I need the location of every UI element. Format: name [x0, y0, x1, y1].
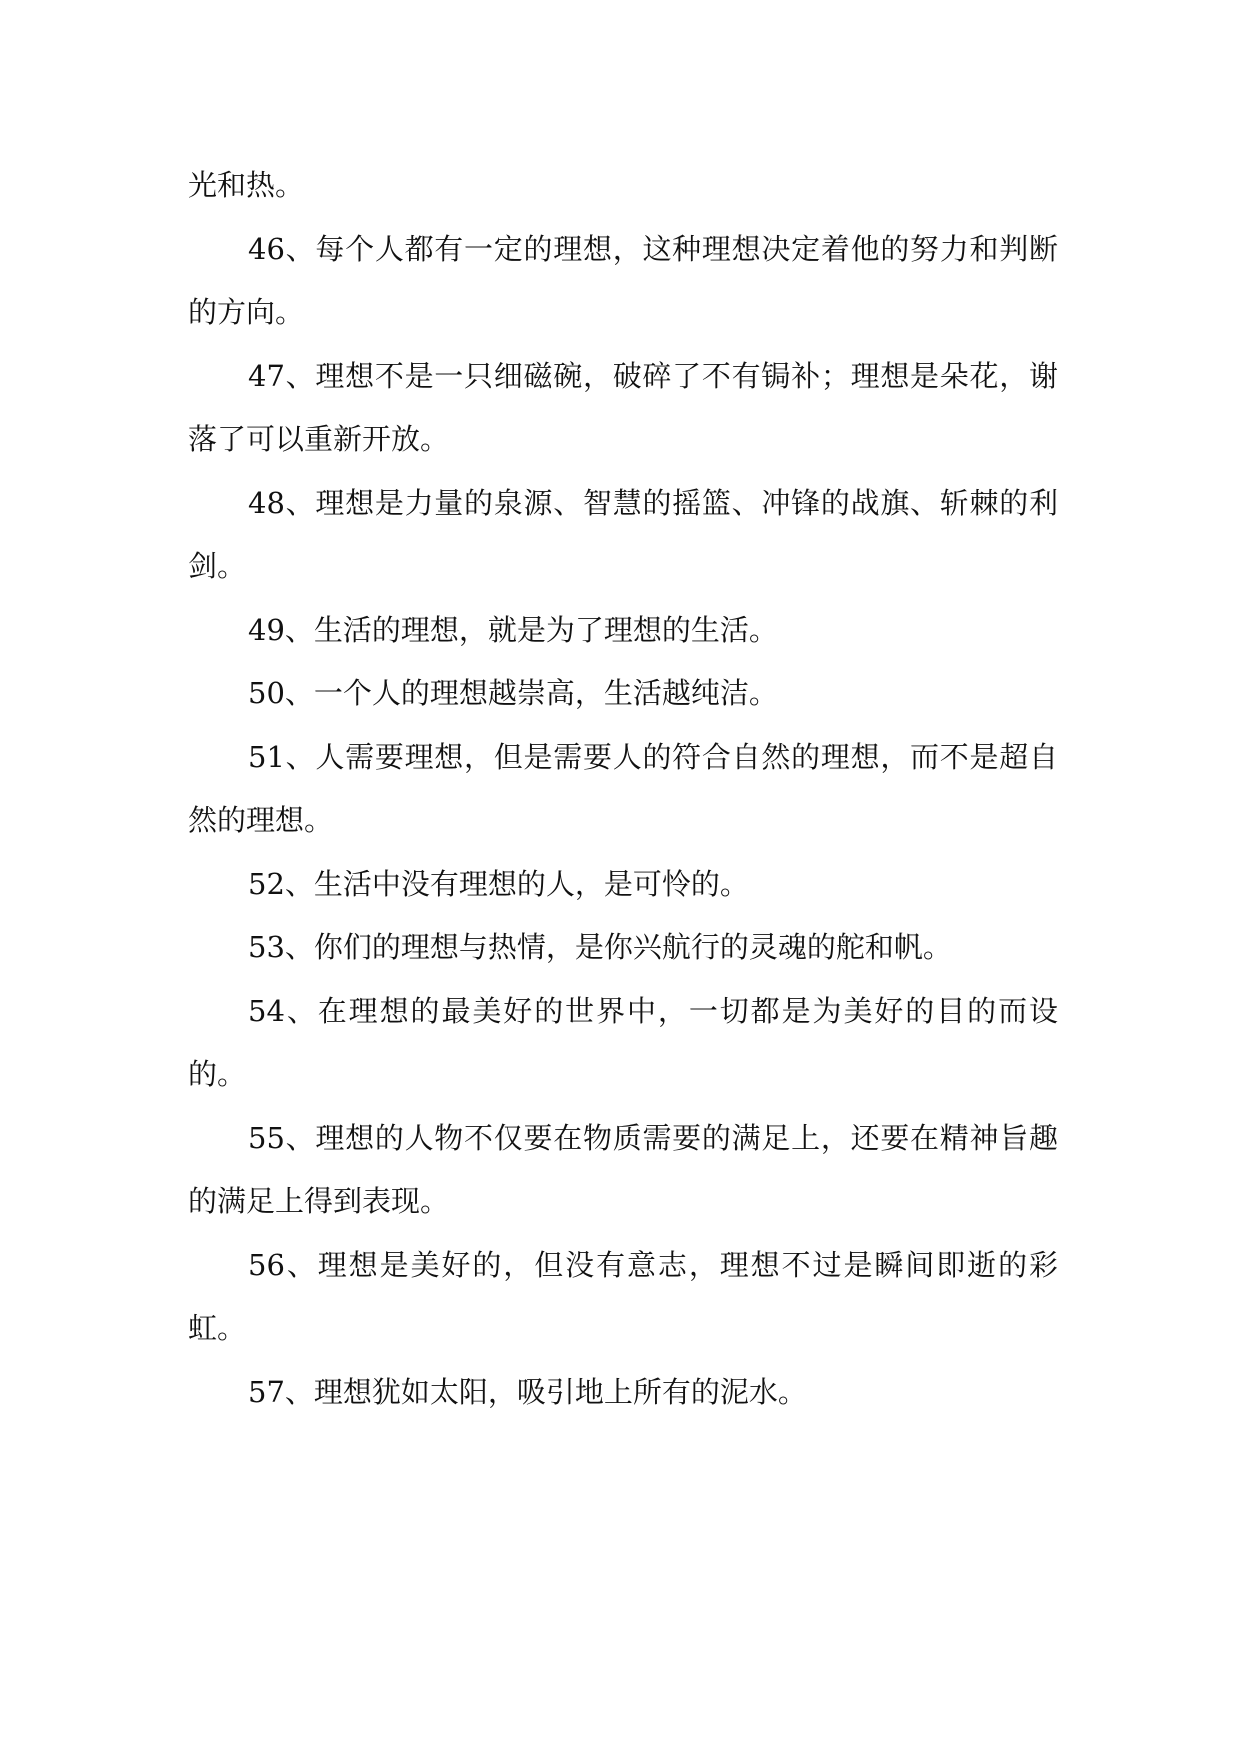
- paragraph-53: 53、你们的理想与热情，是你兴航行的灵魂的舵和帆。: [248, 930, 952, 964]
- document-body: [188, 154, 1058, 1424]
- paragraph-49: 49、生活的理想，就是为了理想的生活。: [248, 612, 778, 647]
- paragraph-56: 56、理想是美好的，但没有意志，理想不过是瞬间即逝的彩虹。: [188, 1247, 1058, 1345]
- paragraph-52: 52、生活中没有理想的人，是可怜的。: [248, 866, 749, 901]
- paragraph-48: 48、理想是力量的泉源、智慧的摇篮、冲锋的战旗、斩棘的利剑。: [188, 485, 1058, 583]
- paragraph-continuation: 光和热。: [188, 168, 305, 202]
- paragraph-50: 50、一个人的理想越崇高，生活越纯洁。: [248, 676, 778, 710]
- paragraph-55: 55、理想的人物不仅要在物质需要的满足上，还要在精神旨趣的满足上得到表现。: [188, 1120, 1058, 1218]
- paragraph-51: 51、人需要理想，但是需要人的符合自然的理想，而不是超自然的理想。: [188, 739, 1058, 837]
- paragraph-57: 57、理想犹如太阳，吸引地上所有的泥水。: [248, 1374, 807, 1409]
- paragraph-54: 54、在理想的最美好的世界中，一切都是为美好的目的而设的。: [188, 993, 1058, 1091]
- paragraph-46: 46、每个人都有一定的理想，这种理想决定着他的努力和判断的方向。: [188, 231, 1058, 329]
- paragraph-47: 47、理想不是一只细磁碗，破碎了不有锔补；理想是朵花，谢落了可以重新开放。: [188, 358, 1058, 456]
